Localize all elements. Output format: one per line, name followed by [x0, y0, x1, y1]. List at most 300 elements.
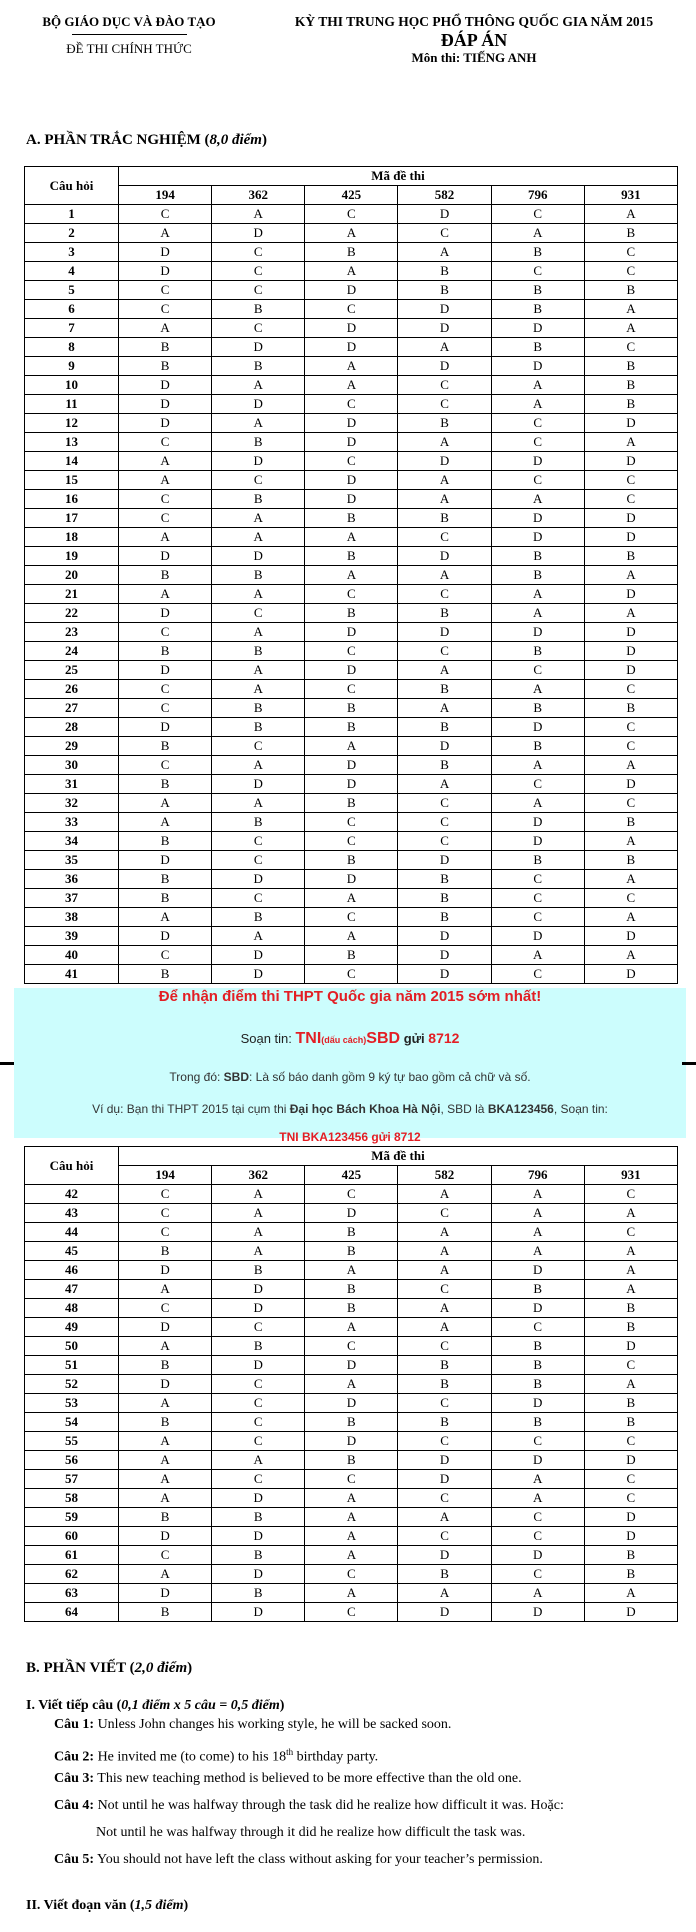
answer-label: Câu 1:	[54, 1717, 95, 1732]
promo-sms-tni: TNI	[295, 1030, 322, 1047]
answer-cell: C	[584, 794, 677, 813]
answer-cell: A	[305, 1508, 398, 1527]
table-row	[25, 433, 678, 452]
answer-cell: C	[491, 661, 584, 680]
question-number-cell: 55	[25, 1432, 119, 1451]
answer-label: Câu 4:	[54, 1798, 95, 1813]
answer-cell: A	[398, 1508, 491, 1527]
answer-cell: C	[212, 1432, 305, 1451]
answer-cell: C	[398, 224, 491, 243]
header-divider	[72, 34, 187, 35]
question-number-cell: 32	[25, 794, 119, 813]
answer-cell: C	[212, 281, 305, 300]
answer-cell: A	[491, 585, 584, 604]
answer-cell: D	[584, 1508, 677, 1527]
answer-cell: D	[305, 281, 398, 300]
promo-note-a: Trong đó:	[169, 1070, 224, 1084]
table-row	[25, 528, 678, 547]
answer-cell: A	[584, 300, 677, 319]
answer-cell: D	[305, 433, 398, 452]
answer-cell: B	[212, 718, 305, 737]
question-number-cell: 35	[25, 851, 119, 870]
answer-cell: B	[305, 946, 398, 965]
table-row	[25, 300, 678, 319]
table-row	[25, 699, 678, 718]
answer-cell: D	[212, 452, 305, 471]
answer-cell: C	[491, 870, 584, 889]
answer-cell: C	[398, 528, 491, 547]
answer-cell: A	[491, 1242, 584, 1261]
code-header: 582	[398, 1166, 491, 1185]
answer-cell: C	[119, 433, 212, 452]
answer-cell: A	[398, 1299, 491, 1318]
answer-cell: D	[398, 1451, 491, 1470]
answer-cell: C	[119, 490, 212, 509]
answer-cell: C	[305, 1565, 398, 1584]
answer-cell: A	[584, 946, 677, 965]
answer-cell: D	[305, 471, 398, 490]
question-number-cell: 58	[25, 1489, 119, 1508]
question-number-cell: 1	[25, 205, 119, 224]
answer-cell: B	[584, 1318, 677, 1337]
part-b-title-text: B. PHẦN VIẾT (	[26, 1660, 135, 1676]
answer-cell: D	[584, 1527, 677, 1546]
table-row	[25, 889, 678, 908]
answer-cell: B	[491, 1413, 584, 1432]
table-row	[25, 585, 678, 604]
question-number-cell: 20	[25, 566, 119, 585]
answer-line-alt	[96, 1824, 525, 1842]
section-2-title	[26, 1898, 188, 1914]
answer-cell: D	[398, 205, 491, 224]
answer-cell: B	[305, 851, 398, 870]
question-number-cell: 53	[25, 1394, 119, 1413]
answer-cell: C	[305, 965, 398, 984]
answer-cell: A	[212, 509, 305, 528]
answer-cell: B	[119, 1356, 212, 1375]
answer-cell: D	[398, 737, 491, 756]
answer-cell: D	[491, 1261, 584, 1280]
answer-cell: C	[491, 1508, 584, 1527]
answer-text: Unless John changes his working style, he will be sacked soon.	[94, 1717, 452, 1732]
answer-cell: A	[398, 775, 491, 794]
table-row	[25, 927, 678, 946]
answer-cell: D	[491, 509, 584, 528]
answer-cell: B	[305, 718, 398, 737]
answer-cell: A	[398, 1584, 491, 1603]
answer-cell: B	[584, 1546, 677, 1565]
section-1-title-text: I. Viết tiếp câu (	[26, 1698, 122, 1713]
answer-cell: D	[305, 1432, 398, 1451]
code-header: 425	[305, 1166, 398, 1185]
answer-cell: C	[491, 1318, 584, 1337]
answer-cell: B	[305, 509, 398, 528]
answer-cell: A	[305, 357, 398, 376]
answer-cell: D	[212, 965, 305, 984]
question-number-cell: 30	[25, 756, 119, 775]
answer-cell: C	[398, 642, 491, 661]
answer-cell: B	[398, 1413, 491, 1432]
code-group-header: Mã đề thi	[119, 167, 678, 186]
answer-cell: B	[491, 300, 584, 319]
answer-cell: C	[212, 1318, 305, 1337]
answer-cell: C	[212, 319, 305, 338]
answer-cell: A	[212, 585, 305, 604]
table-row	[25, 1375, 678, 1394]
answer-cell: D	[305, 1394, 398, 1413]
answer-cell: D	[491, 832, 584, 851]
question-number-cell: 10	[25, 376, 119, 395]
part-b-title-close: )	[187, 1660, 193, 1676]
answer-cell: A	[305, 1546, 398, 1565]
table-row	[25, 395, 678, 414]
answer-cell: A	[119, 1470, 212, 1489]
answer-cell: B	[305, 1242, 398, 1261]
answer-cell: A	[305, 1527, 398, 1546]
table-row	[25, 813, 678, 832]
table-row	[25, 832, 678, 851]
answer-cell: A	[119, 528, 212, 547]
table-row	[25, 1565, 678, 1584]
part-b-points: 2,0 điểm	[134, 1660, 188, 1676]
answer-cell: A	[398, 471, 491, 490]
answer-cell: B	[305, 243, 398, 262]
code-group-header: Mã đề thi	[119, 1147, 678, 1166]
answer-cell: B	[212, 1508, 305, 1527]
code-header: 362	[212, 186, 305, 205]
answer-cell: D	[398, 1546, 491, 1565]
table-row	[25, 319, 678, 338]
question-number-cell: 2	[25, 224, 119, 243]
answer-cell: B	[398, 281, 491, 300]
answer-cell: B	[491, 1337, 584, 1356]
answer-cell: D	[305, 756, 398, 775]
question-number-cell: 26	[25, 680, 119, 699]
question-number-cell: 42	[25, 1185, 119, 1204]
answer-text: He invited me (to come) to his 18	[94, 1749, 287, 1765]
table-row	[25, 1223, 678, 1242]
answer-label: Câu 3:	[54, 1771, 95, 1786]
answer-cell: C	[119, 680, 212, 699]
official-label: ĐỀ THI CHÍNH THỨC	[66, 41, 192, 56]
answer-cell: C	[584, 262, 677, 281]
question-number-cell: 38	[25, 908, 119, 927]
question-number-cell: 49	[25, 1318, 119, 1337]
answer-cell: D	[305, 1356, 398, 1375]
answer-cell: A	[119, 1489, 212, 1508]
answer-cell: B	[119, 889, 212, 908]
answer-cell: B	[584, 813, 677, 832]
answer-cell: D	[584, 642, 677, 661]
answer-cell: A	[212, 927, 305, 946]
answer-cell: D	[119, 376, 212, 395]
answer-cell: A	[119, 1565, 212, 1584]
answer-cell: C	[212, 1413, 305, 1432]
answer-cell: D	[491, 357, 584, 376]
answer-line	[54, 1851, 543, 1869]
answer-cell: A	[212, 205, 305, 224]
table-row	[25, 1185, 678, 1204]
answer-cell: C	[212, 737, 305, 756]
answer-cell: C	[491, 889, 584, 908]
answer-label: Câu 5:	[54, 1852, 95, 1867]
promo-banner	[14, 988, 686, 1144]
answer-cell: B	[119, 1413, 212, 1432]
answer-cell: A	[491, 1584, 584, 1603]
answer-cell: C	[491, 414, 584, 433]
answer-cell: C	[305, 395, 398, 414]
table-row	[25, 1394, 678, 1413]
answer-cell: D	[398, 1603, 491, 1622]
question-number-cell: 48	[25, 1299, 119, 1318]
answer-cell: C	[119, 623, 212, 642]
answer-text-tail: birthday party.	[293, 1749, 379, 1765]
answer-cell: B	[491, 243, 584, 262]
table-header-row	[25, 1147, 678, 1166]
answer-cell: D	[491, 452, 584, 471]
answer-cell: D	[584, 1603, 677, 1622]
answer-cell: D	[398, 927, 491, 946]
table-row	[25, 642, 678, 661]
answer-cell: D	[119, 661, 212, 680]
table-row	[25, 1489, 678, 1508]
table-row	[25, 1546, 678, 1565]
question-number-cell: 46	[25, 1261, 119, 1280]
answer-cell: D	[398, 946, 491, 965]
answer-cell: C	[212, 889, 305, 908]
answer-cell: C	[305, 908, 398, 927]
answer-cell: A	[584, 433, 677, 452]
answer-cell: A	[119, 452, 212, 471]
answer-cell: D	[212, 775, 305, 794]
answer-cell: A	[212, 1242, 305, 1261]
answer-cell: D	[212, 1565, 305, 1584]
answer-cell: A	[398, 243, 491, 262]
answer-text: This new teaching method is believed to be more effective than the old one.	[94, 1771, 522, 1786]
question-number-cell: 5	[25, 281, 119, 300]
answer-cell: A	[584, 1261, 677, 1280]
answer-cell: D	[491, 1546, 584, 1565]
answer-cell: B	[398, 1356, 491, 1375]
answer-cell: D	[584, 965, 677, 984]
answer-cell: A	[584, 1204, 677, 1223]
answer-cell: A	[398, 433, 491, 452]
answer-cell: C	[212, 851, 305, 870]
table-row	[25, 851, 678, 870]
code-header: 931	[584, 1166, 677, 1185]
answer-cell: A	[119, 813, 212, 832]
answer-cell: A	[305, 528, 398, 547]
part-a-points: 8,0 điểm	[209, 132, 262, 148]
question-number-cell: 61	[25, 1546, 119, 1565]
answer-cell: B	[398, 680, 491, 699]
answer-cell: A	[491, 1185, 584, 1204]
promo-note-c: : Là số báo danh gồm 9 ký tự bao gồm cả chữ và số.	[249, 1070, 531, 1084]
answer-cell: C	[305, 452, 398, 471]
question-number-cell: 39	[25, 927, 119, 946]
answer-cell: B	[212, 699, 305, 718]
answer-cell: C	[398, 1280, 491, 1299]
answer-cell: A	[398, 699, 491, 718]
part-a-title-close: )	[261, 132, 267, 148]
answer-cell: B	[212, 813, 305, 832]
answer-cell: C	[212, 471, 305, 490]
answer-cell: C	[305, 205, 398, 224]
code-header: 425	[305, 186, 398, 205]
answer-cell: A	[212, 414, 305, 433]
answer-cell: A	[305, 1489, 398, 1508]
answer-cell: B	[305, 1413, 398, 1432]
subject-label: Môn thi: TIẾNG ANH	[411, 50, 537, 65]
answer-cell: A	[212, 528, 305, 547]
answer-cell: A	[584, 1584, 677, 1603]
answer-cell: D	[119, 262, 212, 281]
question-number-cell: 21	[25, 585, 119, 604]
answer-cell: D	[119, 718, 212, 737]
answer-cell: B	[584, 224, 677, 243]
table-row	[25, 661, 678, 680]
question-number-cell: 28	[25, 718, 119, 737]
answer-cell: C	[491, 262, 584, 281]
answer-cell: B	[305, 604, 398, 623]
answer-superscript: th	[286, 1747, 294, 1757]
answer-cell: C	[305, 813, 398, 832]
answer-cell: A	[398, 1242, 491, 1261]
answer-cell: D	[398, 851, 491, 870]
code-header: 582	[398, 186, 491, 205]
table-row	[25, 566, 678, 585]
answer-cell: B	[398, 870, 491, 889]
answer-cell: A	[398, 1261, 491, 1280]
answer-cell: A	[212, 756, 305, 775]
table-row	[25, 1413, 678, 1432]
table-row	[25, 1280, 678, 1299]
answer-cell: A	[584, 908, 677, 927]
answer-cell: A	[212, 1223, 305, 1242]
question-number-cell: 11	[25, 395, 119, 414]
answer-cell: D	[119, 414, 212, 433]
table-row	[25, 1356, 678, 1375]
answer-cell: A	[305, 566, 398, 585]
answer-cell: B	[584, 357, 677, 376]
answer-cell: D	[305, 661, 398, 680]
answer-cell: C	[398, 585, 491, 604]
question-number-cell: 44	[25, 1223, 119, 1242]
answer-cell: A	[584, 1375, 677, 1394]
answer-cell: D	[584, 775, 677, 794]
answer-cell: B	[398, 718, 491, 737]
answer-cell: A	[398, 1318, 491, 1337]
answer-cell: D	[305, 1204, 398, 1223]
code-header: 194	[119, 186, 212, 205]
promo-sms-number: 8712	[428, 1030, 460, 1046]
table-header-row	[25, 167, 678, 186]
answer-cell: C	[491, 908, 584, 927]
answer-cell: B	[491, 1375, 584, 1394]
answer-cell: B	[305, 1299, 398, 1318]
answer-cell: A	[398, 490, 491, 509]
answer-cell: D	[584, 528, 677, 547]
answer-cell: D	[491, 813, 584, 832]
answer-cell: D	[119, 1584, 212, 1603]
question-number-cell: 13	[25, 433, 119, 452]
answer-cell: B	[212, 1584, 305, 1603]
answer-cell: B	[305, 547, 398, 566]
question-number-cell: 41	[25, 965, 119, 984]
answer-cell: C	[584, 680, 677, 699]
table-row	[25, 414, 678, 433]
answer-table-a	[24, 166, 678, 984]
answer-cell: C	[584, 1489, 677, 1508]
answer-cell: D	[212, 946, 305, 965]
answer-cell: B	[398, 262, 491, 281]
answer-cell: A	[119, 319, 212, 338]
table-row	[25, 680, 678, 699]
question-number-cell: 29	[25, 737, 119, 756]
answer-cell: C	[305, 1185, 398, 1204]
answer-cell: A	[584, 319, 677, 338]
answer-cell: B	[212, 1546, 305, 1565]
promo-example-e: , Soạn tin:	[553, 1102, 608, 1116]
question-number-cell: 3	[25, 243, 119, 262]
question-number-cell: 63	[25, 1584, 119, 1603]
answer-cell: D	[584, 452, 677, 471]
answer-cell: B	[119, 775, 212, 794]
answer-cell: B	[491, 547, 584, 566]
answer-cell: A	[212, 376, 305, 395]
table-body-b	[25, 1185, 678, 1622]
answer-cell: A	[584, 870, 677, 889]
answer-cell: A	[119, 1280, 212, 1299]
answer-cell: D	[398, 1470, 491, 1489]
answer-cell: C	[212, 1375, 305, 1394]
answer-cell: A	[212, 1185, 305, 1204]
answer-cell: A	[119, 794, 212, 813]
answer-cell: D	[584, 414, 677, 433]
answer-cell: D	[119, 604, 212, 623]
answer-cell: A	[305, 1375, 398, 1394]
promo-note-b: SBD	[223, 1070, 250, 1084]
answer-cell: C	[119, 1204, 212, 1223]
table-row	[25, 1242, 678, 1261]
answer-cell: C	[305, 832, 398, 851]
answer-cell: B	[584, 1565, 677, 1584]
question-number-cell: 62	[25, 1565, 119, 1584]
question-number-cell: 8	[25, 338, 119, 357]
answer-cell: D	[212, 338, 305, 357]
answer-cell: A	[119, 1394, 212, 1413]
answer-cell: B	[119, 1242, 212, 1261]
answer-cell: B	[491, 1280, 584, 1299]
answer-cell: A	[119, 908, 212, 927]
answer-cell: C	[212, 243, 305, 262]
table-row	[25, 1584, 678, 1603]
answer-cell: C	[305, 300, 398, 319]
question-number-cell: 40	[25, 946, 119, 965]
answer-cell: C	[584, 338, 677, 357]
answer-text: You should not have left the class without asking for your teacher’s permission.	[94, 1852, 543, 1867]
answer-cell: A	[212, 680, 305, 699]
table-row	[25, 604, 678, 623]
answer-cell: B	[305, 1451, 398, 1470]
answer-cell: A	[398, 338, 491, 357]
answer-cell: A	[212, 623, 305, 642]
table-row	[25, 357, 678, 376]
answer-cell: C	[584, 737, 677, 756]
answer-cell: B	[212, 490, 305, 509]
table-row	[25, 1432, 678, 1451]
answer-cell: D	[491, 1603, 584, 1622]
